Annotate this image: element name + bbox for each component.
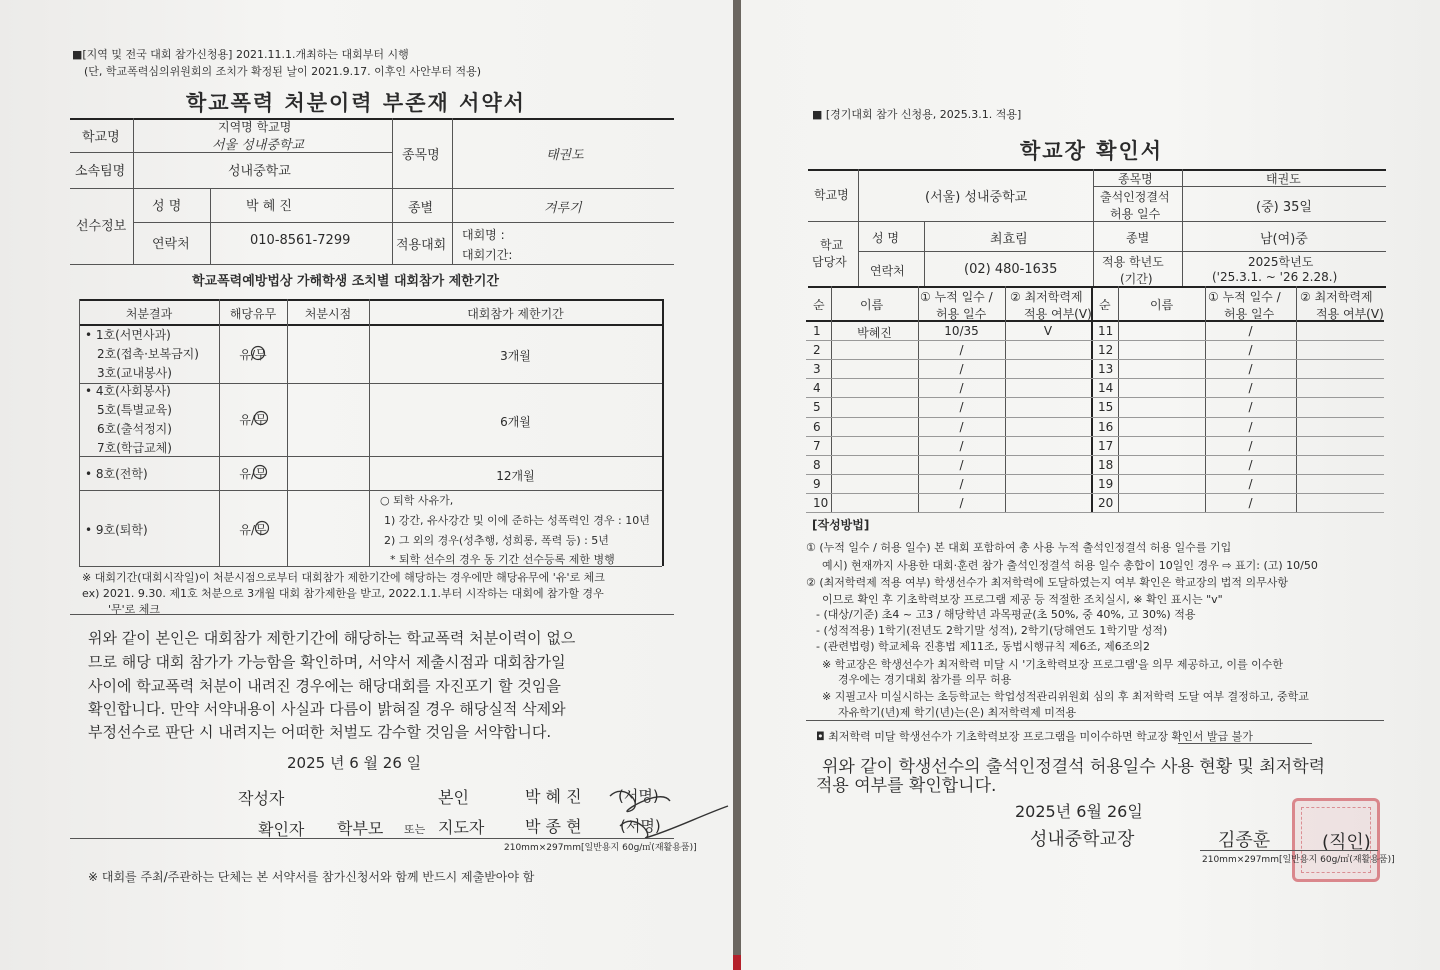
pledge-line-3: 사이에 학교폭력 처분이 내려진 경우에는 해당대회를 자진포기 할 것임을: [88, 677, 561, 695]
rule: [831, 286, 832, 512]
left-date: 2025 년 6 월 26 일: [287, 754, 422, 772]
r-contact-value: (02) 480-1635: [964, 262, 1058, 277]
rule: [79, 299, 80, 566]
rule: [662, 299, 664, 566]
list-cell-no: 10: [813, 496, 829, 510]
h-min-1: ② 최저학력제: [1010, 290, 1083, 304]
list-cell-no: 18: [1098, 458, 1114, 472]
r1-period: 3개월: [500, 349, 531, 363]
weight-value: 겨루기: [544, 201, 582, 216]
h-days-2: 허용 일수: [936, 307, 987, 321]
rule: [287, 299, 288, 566]
principal-seal: (직인): [1322, 832, 1371, 853]
method-line-11: 자유학기(년)제 학기(년)는(은) 최저학력제 미적용: [838, 706, 1077, 719]
r-staff-label-2: 담당자: [812, 255, 847, 269]
parent-name: 박 종 현: [525, 817, 582, 836]
r1-item2: 2호(접촉·보복금지): [97, 347, 199, 361]
list-cell-days: /: [959, 439, 964, 453]
list-cell-no: 11: [1098, 324, 1114, 338]
row-rule: [1091, 359, 1384, 360]
row-rule: [806, 474, 1091, 475]
h-days-2b: 허용 일수: [1224, 307, 1275, 321]
pledge-line-4: 확인합니다. 만약 서약내용이 사실과 다름이 밝혀질 경우 해당실적 삭제와: [88, 700, 566, 718]
r2-item2: 5호(특별교육): [97, 403, 172, 417]
principal-title: 성내중학교장: [1030, 829, 1135, 850]
circle-mark: [253, 410, 269, 426]
right-date: 2025년 6월 26일: [1015, 802, 1143, 821]
th-period: 대회참가 제한기간: [467, 307, 564, 321]
pledge-line-5: 부정선수로 판단 시 내려지는 어떠한 처벌도 감수할 것임을 서약합니다.: [88, 723, 552, 741]
h-name-2: 이름: [1150, 298, 1174, 312]
principal-name: 김종훈: [1218, 830, 1271, 851]
row-rule: [806, 378, 1091, 379]
r3-item1: • 8호(전학): [85, 467, 148, 481]
list-cell-no: 16: [1098, 420, 1114, 434]
row-rule: [806, 359, 1091, 360]
writer-label: 작성자: [238, 789, 285, 808]
list-cell-no: 20: [1098, 496, 1114, 510]
list-cell-days: /: [959, 400, 964, 414]
th-time: 처분시점: [304, 307, 352, 321]
rule: [70, 188, 674, 189]
method-line-7: - (관련법령) 학교체육 진흥법 제11조, 동법시행규칙 제6조, 제6조의2: [816, 640, 1151, 653]
parent-seal: (서명): [620, 817, 661, 835]
rule: [70, 838, 674, 839]
rule: [70, 264, 674, 265]
event-value: 태권도: [546, 148, 584, 163]
left-header-line2: (단, 학교폭력심의위원회의 조치가 확정된 날이 2021.9.17. 이후인 사안부터 적용): [84, 65, 482, 78]
label-player: 선수정보: [76, 219, 127, 234]
list-cell-name: 박혜진: [857, 326, 892, 340]
list-cell-no: 7: [813, 439, 821, 453]
confirm-line-1: 위와 같이 학생선수의 출석인정결석 허용일수 사용 현황 및 최저학력: [822, 757, 1326, 777]
list-cell-no: 5: [813, 400, 821, 414]
rule: [858, 251, 1386, 252]
list-cell-no: 19: [1098, 477, 1114, 491]
rule: [79, 456, 662, 457]
r1-item3: 3호(교내봉사): [97, 366, 172, 380]
r1-yn: 유/무: [239, 348, 267, 362]
self-label: 본인: [438, 788, 469, 807]
r4-period-1: ○ 퇴학 사유가,: [380, 494, 454, 507]
h-min-2: 적용 여부(V): [1024, 307, 1092, 321]
r4-yn: 유/무: [239, 523, 267, 537]
pledge-line-1: 위와 같이 본인은 대회참가 제한기간에 해당하는 학교폭력 처분이력이 없으: [88, 629, 576, 647]
rule: [858, 169, 859, 286]
left-subtitle: 학교폭력예방법상 가해학생 조치별 대회참가 제한기간: [192, 274, 499, 289]
method-line-9: 경우에는 경기대회 참가를 의무 허용: [838, 673, 1012, 686]
rule: [369, 299, 370, 566]
or-label: 또는: [404, 823, 426, 836]
left-paper-note: 210mm×297mm[일반용지 60g/㎡(재활용품)]: [504, 843, 697, 853]
confirmer-label: 확인자: [258, 820, 305, 839]
circle-mark: [250, 345, 266, 361]
right-header: ■ [경기대회 참가 신청용, 2025.3.1. 적용]: [812, 108, 1022, 121]
label-name: 성 명: [152, 199, 182, 214]
rule: [392, 118, 393, 264]
list-cell-min: V: [1043, 324, 1053, 338]
rule: [1093, 169, 1094, 286]
row-rule: [806, 512, 1091, 513]
meet-period: 대회기간:: [462, 248, 513, 262]
rule: [1005, 286, 1006, 512]
r-kind-label: 종별: [1126, 231, 1150, 245]
meet-name: 대회명 :: [462, 228, 505, 242]
rule: [452, 118, 453, 264]
h-name: 이름: [860, 298, 884, 312]
left-header-line1: ■[지역 및 전국 대회 참가신청용] 2021.11.1.개최하는 대회부터 시행: [72, 48, 409, 61]
r-allow-value: (중) 35일: [1256, 200, 1312, 215]
coach-label: 지도자: [438, 818, 485, 837]
rule: [1182, 169, 1183, 286]
r-label-school: 학교명: [814, 188, 849, 202]
list-cell-no: 6: [813, 420, 821, 434]
list-cell-days: /: [959, 381, 964, 395]
row-rule: [1091, 512, 1384, 513]
row-rule: [806, 493, 1091, 494]
list-cell-no: 17: [1098, 439, 1114, 453]
label-contact: 연락처: [152, 237, 190, 252]
h-no-2: 순: [1099, 298, 1111, 312]
list-cell-days: /: [959, 362, 964, 376]
note1: ※ 대회기간(대회시작일)이 처분시점으로부터 대회참가 제한기간에 해당하는 경우에만 해당유무에 '유'로 체크: [82, 571, 605, 584]
list-cell-days: 10/35: [944, 324, 979, 338]
r-name-label: 성 명: [872, 231, 899, 245]
list-cell-days: /: [1248, 477, 1253, 491]
list-cell-days: /: [1248, 343, 1253, 357]
left-footer: ※ 대회를 주최/주관하는 단체는 본 서약서를 참가신청서와 함께 반드시 제출받아야 함: [88, 870, 535, 884]
rule: [1200, 850, 1378, 851]
note2: ex) 2021. 9.30. 제1호 처분으로 3개월 대회 참가제한을 받고, 2022.1.1.부터 시작하는 대회에 참가할 경우: [82, 587, 604, 600]
list-cell-no: 13: [1098, 362, 1114, 376]
list-cell-no: 14: [1098, 381, 1114, 395]
rule: [79, 490, 662, 491]
underline: [1178, 743, 1312, 744]
rule: [133, 222, 674, 223]
row-rule: [1091, 436, 1384, 437]
row-rule: [806, 417, 1091, 418]
r2-yn: 유/무: [239, 413, 267, 427]
school-template: 지역명 학교명: [218, 120, 292, 134]
method-line-10: ※ 지필고사 미실시하는 초등학교는 학업성적관리위원회 심의 후 최저학력 도달 여부 결정하고, 중학교: [822, 690, 1309, 703]
confirm-line-2: 적용 여부를 확인합니다.: [816, 776, 997, 796]
list-cell-days: /: [959, 420, 964, 434]
label-weight: 종별: [408, 201, 434, 216]
r-name-value: 최효림: [990, 232, 1028, 247]
h-min-1b: ② 최저학력제: [1300, 290, 1373, 304]
row-rule: [1091, 455, 1384, 456]
h-no: 순: [813, 298, 825, 312]
r-label-event: 종목명: [1118, 172, 1153, 186]
method-line-6: - (성적적용) 1학기(전년도 2학기말 성적), 2학기(당해연도 1학기말 성적): [816, 624, 1168, 637]
contact-value: 010-8561-7299: [250, 233, 351, 248]
rule: [806, 320, 1384, 322]
list-cell-no: 3: [813, 362, 821, 376]
red-edge: [733, 955, 741, 970]
list-cell-days: /: [1248, 324, 1253, 338]
rule: [70, 614, 674, 615]
label-team: 소속팀명: [75, 164, 126, 179]
r-kind-value: 남(여)중: [1260, 232, 1308, 247]
row-rule: [806, 397, 1091, 398]
list-cell-no: 1: [813, 324, 821, 338]
method-line-8: ※ 학교장은 학생선수가 최저학력 미달 시 '기초학력보장 프로그램'을 의무 제공하고, 이를 이수한: [822, 658, 1284, 671]
rule: [924, 221, 925, 286]
rule: [806, 720, 1384, 721]
row-rule: [1091, 397, 1384, 398]
rule: [70, 118, 674, 120]
list-cell-no: 4: [813, 381, 821, 395]
rule: [133, 118, 134, 264]
row-rule: [1091, 340, 1384, 341]
r4-period-2: 1) 강간, 유사강간 및 이에 준하는 성폭력인 경우 : 10년: [384, 514, 650, 527]
pledge-line-2: 므로 해당 대회 참가가 가능함을 확인하며, 서약서 제출시점과 대회참가일: [88, 653, 566, 671]
right-title: 학교장 확인서: [1020, 139, 1164, 163]
row-rule: [1091, 378, 1384, 379]
r-allow-label-2: 허용 일수: [1110, 207, 1161, 221]
r-year-label-2: (기간): [1120, 272, 1153, 286]
r3-period: 12개월: [496, 469, 535, 483]
self-seal: (서명): [618, 787, 659, 805]
note3: '무'로 체크: [108, 603, 161, 616]
method-line-4: 이므로 확인 후 기초학력보장 프로그램 제공 등 적절한 조치실시, ※ 확인 표시는 "v": [822, 593, 1223, 606]
list-cell-no: 2: [813, 343, 821, 357]
list-cell-no: 12: [1098, 343, 1114, 357]
r4-period-4: * 퇴학 선수의 경우 동 기간 선수등록 제한 병행: [390, 553, 615, 566]
rule: [1118, 286, 1119, 512]
r2-item1: • 4호(사회봉사): [85, 384, 171, 398]
team-value: 성내중학교: [228, 164, 291, 179]
method-line-3: ② (최저학력제 적용 여부) 학생선수가 최저학력에 도달하였는지 여부 확인은 학교장의 법적 의무사항: [806, 576, 1288, 589]
list-cell-days: /: [1248, 439, 1253, 453]
list-cell-days: /: [1248, 362, 1253, 376]
r-allow-label-1: 출석인정결석: [1100, 190, 1170, 204]
list-cell-no: 9: [813, 477, 821, 491]
r4-item1: • 9호(퇴학): [85, 523, 148, 537]
method-line-5: - (대상/기준) 초4 ~ 고3 / 해당학년 과목평균(초 50%, 중 40%, 고 30%) 적용: [816, 608, 1196, 621]
r-staff-label-1: 학교: [820, 238, 844, 252]
parent-label: 학부모: [337, 819, 384, 838]
r2-item3: 6호(출석정지): [97, 422, 172, 436]
r-contact-label: 연락처: [870, 264, 905, 278]
circle-mark: [252, 464, 268, 480]
list-cell-no: 15: [1098, 400, 1114, 414]
list-cell-days: /: [959, 496, 964, 510]
r-event-value: 태권도: [1266, 172, 1301, 186]
row-rule: [806, 436, 1091, 437]
label-event: 종목명: [402, 148, 440, 163]
row-rule: [1091, 474, 1384, 475]
row-rule: [1091, 493, 1384, 494]
th-yn: 해당유무: [229, 307, 277, 321]
warning-line: ◘ 최저학력 미달 학생선수가 기초학력보장 프로그램을 미이수하면 학교장 확인서 발급 불가: [816, 730, 1253, 743]
list-cell-days: /: [1248, 458, 1253, 472]
h-min-2b: 적용 여부(V): [1316, 307, 1384, 321]
row-rule: [806, 455, 1091, 456]
r-year-value-2: ('25.3.1. ~ '26 2.28.): [1212, 270, 1338, 284]
r4-period-3: 2) 그 외의 경우(성추행, 성희롱, 폭력 등) : 5년: [384, 534, 609, 547]
h-days-1: ① 누적 일수 /: [920, 290, 993, 304]
th-result: 처분결과: [125, 307, 173, 321]
right-paper-note: 210mm×297mm[일반용지 60g/㎡(재활용품)]: [1202, 855, 1395, 865]
label-school: 학교명: [82, 130, 120, 145]
list-cell-days: /: [1248, 496, 1253, 510]
self-name: 박 혜 진: [525, 787, 582, 806]
list-cell-days: /: [1248, 400, 1253, 414]
list-cell-no: 8: [813, 458, 821, 472]
circle-mark: [254, 520, 270, 536]
rule: [79, 299, 662, 301]
left-title: 학교폭력 처분이력 부존재 서약서: [186, 91, 526, 115]
r2-period: 6개월: [500, 415, 531, 429]
method-title: [작성방법]: [812, 518, 870, 532]
signature-scribble: [600, 776, 730, 846]
method-line-2: 예시) 현재까지 사용한 대회·훈련 참가 출석인정결석 허용 일수 총합이 10일인 경우 ⇨ 표기: (고) 10/50: [822, 559, 1318, 572]
rule: [808, 221, 1386, 222]
school-handwritten: 서울 성내중학교: [212, 138, 305, 153]
list-cell-days: /: [959, 458, 964, 472]
label-applied: 적용대회: [396, 238, 447, 253]
rule: [1296, 286, 1297, 512]
page-gap: [733, 0, 741, 970]
r3-yn: 유/무: [239, 467, 267, 481]
list-cell-days: /: [1248, 381, 1253, 395]
list-cell-days: /: [1248, 420, 1253, 434]
list-cell-days: /: [959, 477, 964, 491]
method-line-1: ① (누적 일수 / 허용 일수) 본 대회 포함하여 총 사용 누적 출석인정결석 허용 일수를 기입: [806, 541, 1232, 554]
list-cell-days: /: [959, 343, 964, 357]
r-school-value: (서울) 성내중학교: [925, 190, 1028, 205]
rule: [210, 188, 211, 264]
r-year-label-1: 적용 학년도: [1102, 255, 1164, 269]
r-year-value-1: 2025학년도: [1248, 255, 1314, 269]
h-days-1b: ① 누적 일수 /: [1208, 290, 1281, 304]
r1-item1: • 1호(서면사과): [85, 328, 171, 342]
name-value: 박 혜 진: [246, 199, 292, 214]
r2-item4: 7호(학급교체): [97, 441, 172, 455]
row-rule: [1091, 417, 1384, 418]
